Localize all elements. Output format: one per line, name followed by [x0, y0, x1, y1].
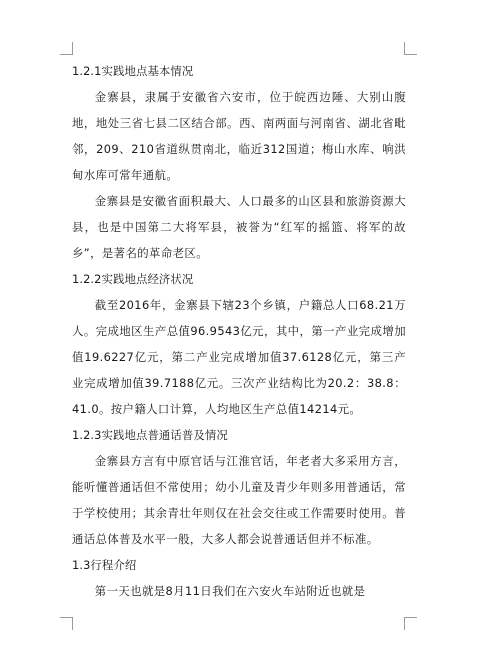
- crop-mark-top-right: [404, 42, 417, 55]
- paragraph-location: 金寨县，隶属于安徽省六安市，位于皖西边陲、大别山腹地，地处三省七县二区结合部。西、南两面与河南省、湖北省毗邻，209、210省道纵贯南北，临近312国道；梅山水库、响洪甸水库可常年通航。: [72, 90, 406, 182]
- crop-mark-top-left: [60, 42, 73, 55]
- section-heading-mandarin: 1.2.3实践地点普通话普及情况: [72, 428, 228, 442]
- section-heading-itinerary: 1.3行程介绍: [72, 558, 137, 572]
- section-heading-basic-info: 1.2.1实践地点基本情况: [72, 64, 194, 78]
- document-body: [72, 58, 406, 604]
- paragraph-mandarin: 金寨县方言有中原官话与江淮官话，年老者大多采用方言，能听懂普通话但不常使用；幼小儿童及青少年则多用普通话，常于学校使用；其余青壮年则仅在社会交往或工作需要时使用。普通话总体普及水平一般，大多人都会说普通话但并不标准。: [72, 454, 406, 546]
- crop-mark-bottom-right: [404, 617, 417, 630]
- paragraph-itinerary: 第一天也就是8月11日我们在六安火车站附近也就是: [94, 584, 366, 598]
- paragraph-economy: 截至2016年，金寨县下辖23个乡镇，户籍总人口68.21万人。完成地区生产总值96.9543亿元，其中，第一产业完成增加值19.6227亿元，第二产业完成增加值37.6128亿元，第三产业完成增加值39.7188亿元。三次产业结构比为20.2：38.8：41.0。按户籍人口计算，人均地区生产总值14214元。: [72, 298, 406, 416]
- section-heading-economy: 1.2.2实践地点经济状况: [72, 272, 194, 286]
- paragraph-county-profile: 金寨县是安徽省面积最大、人口最多的山区县和旅游资源大县，也是中国第二大将军县，被誉为“红军的摇篮、将军的故乡”，是著名的革命老区。: [72, 194, 406, 260]
- crop-mark-bottom-left: [60, 617, 73, 630]
